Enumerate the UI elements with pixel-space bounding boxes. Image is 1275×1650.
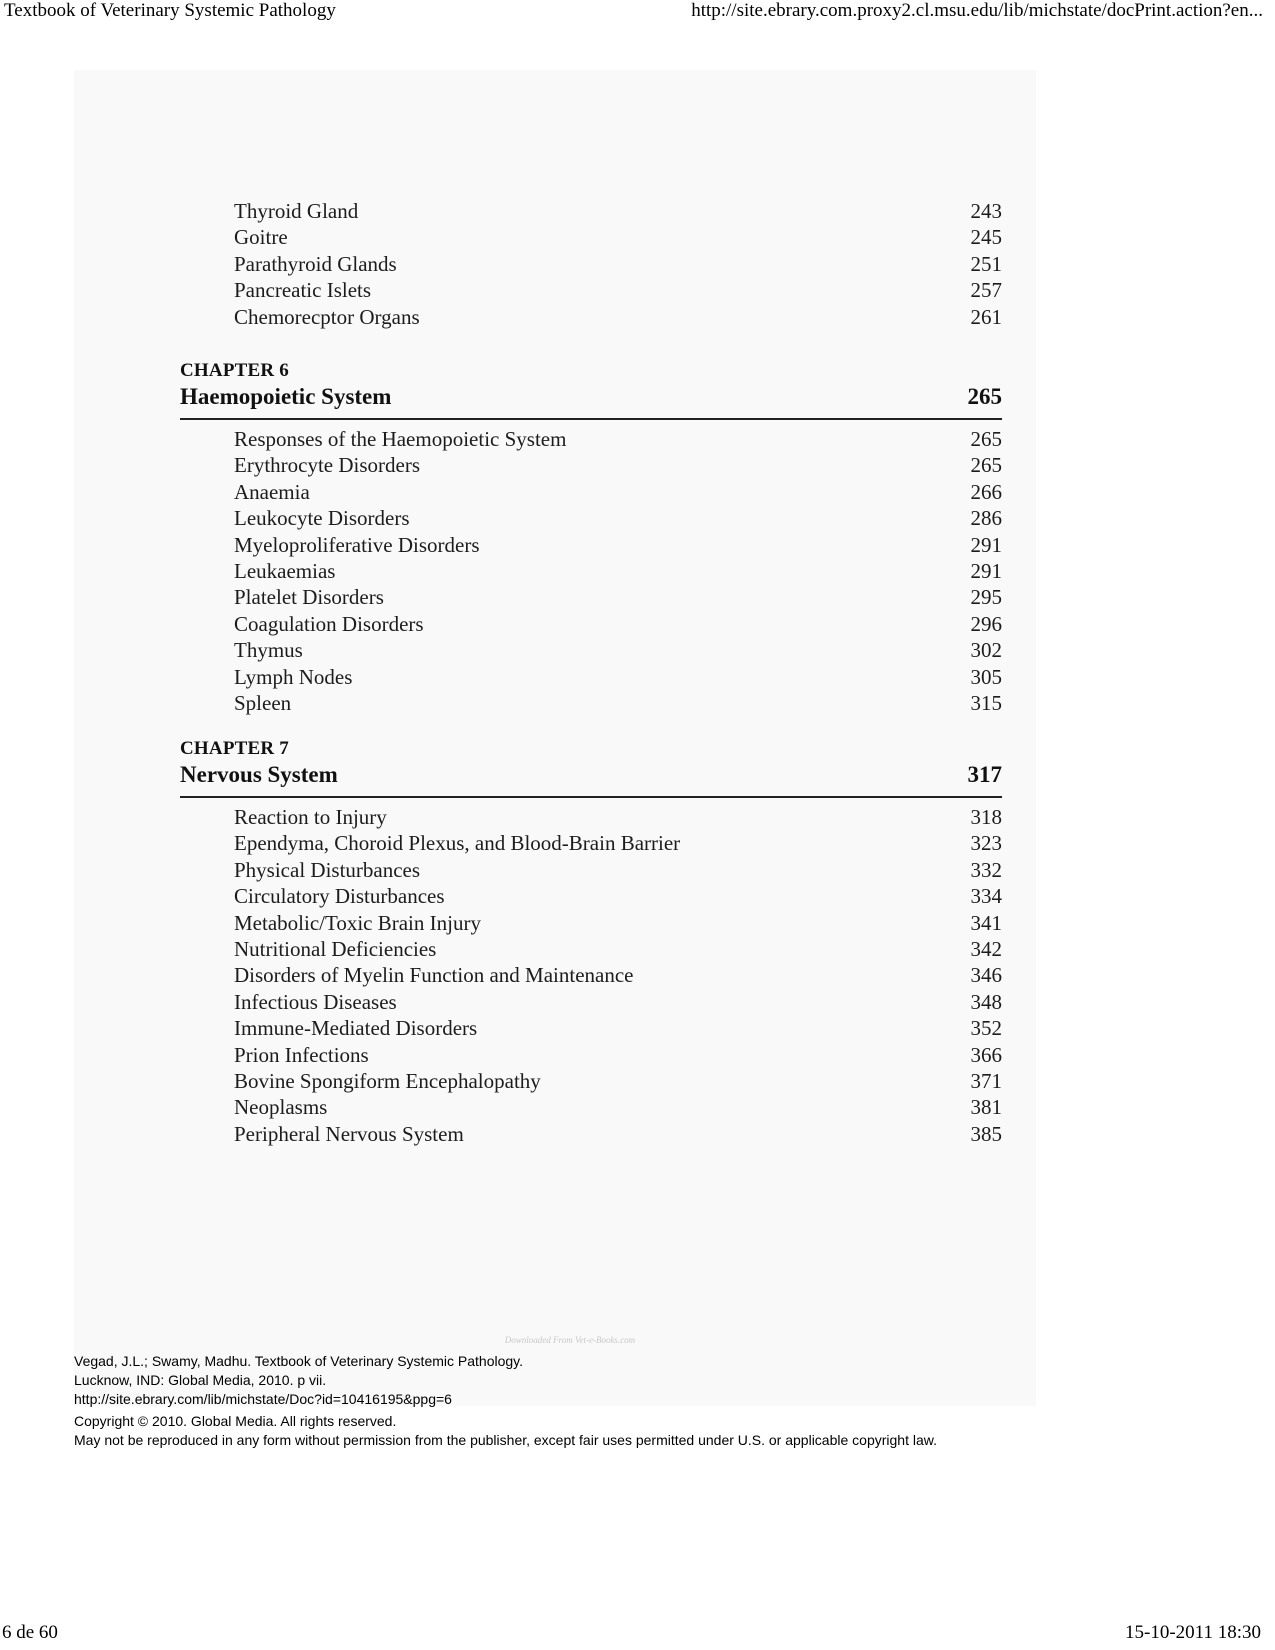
toc-entry-title: Circulatory Disturbances <box>234 884 445 909</box>
toc-chapter-7-section <box>180 804 1002 1147</box>
toc-entry <box>180 198 1002 224</box>
toc-entry <box>180 532 1002 558</box>
toc-entry-title: Pancreatic Islets <box>234 278 372 303</box>
toc-entry-title: Thyroid Gland <box>234 199 359 223</box>
document-title: Textbook of Veterinary Systemic Pathology <box>4 0 336 21</box>
print-header <box>0 0 1275 26</box>
chapter-title: Haemopoietic System <box>180 384 392 409</box>
toc-entry <box>180 857 1002 883</box>
toc-entry-page: 352 <box>970 1016 1002 1041</box>
toc-entry <box>180 883 1002 909</box>
toc-entry-page: 371 <box>970 1068 1002 1093</box>
toc-entry <box>180 251 1002 277</box>
toc-entry-page: 302 <box>970 638 1002 663</box>
page-counter: 6 de 60 <box>2 1622 58 1643</box>
toc-list <box>180 426 1002 716</box>
toc-entry-page: 318 <box>970 805 1002 829</box>
toc-entry-page: 332 <box>970 857 1002 882</box>
toc-entry-page: 291 <box>970 558 1002 583</box>
toc-entry <box>180 584 1002 610</box>
toc-entry-page: 286 <box>970 506 1002 531</box>
toc-entry-title: Disorders of Myelin Function and Maintenance <box>234 963 634 988</box>
toc-list <box>180 804 1002 1147</box>
toc-entry-page: 323 <box>970 831 1002 856</box>
toc-entry-title: Peripheral Nervous System <box>234 1121 464 1146</box>
toc-entry <box>180 664 1002 690</box>
toc-entry-title: Bovine Spongiform Encephalopathy <box>234 1068 541 1093</box>
chapter-label: CHAPTER 6 <box>180 360 289 381</box>
toc-entry-title: Parathyroid Glands <box>234 251 397 276</box>
toc-entry-page: 291 <box>970 532 1002 557</box>
toc-entry-title: Immune-Mediated Disorders <box>234 1016 478 1041</box>
toc-entry <box>180 304 1002 330</box>
toc-entry <box>180 1068 1002 1094</box>
toc-entry <box>180 910 1002 936</box>
toc-entry-page: 245 <box>970 225 1002 250</box>
toc-entry-page: 334 <box>970 884 1002 909</box>
citation-authors: Vegad, J.L.; Swamy, Madhu. Textbook of Veterinary Systemic Pathology. <box>74 1353 524 1369</box>
chapter-heading <box>180 760 1002 798</box>
toc-entry-title: Nutritional Deficiencies <box>234 936 437 961</box>
toc-entry-page: 342 <box>970 936 1002 961</box>
toc-entry-title: Responses of the Haemopoietic System <box>234 427 567 451</box>
toc-entry-title: Chemorecptor Organs <box>234 304 420 329</box>
toc-entry-title: Myeloproliferative Disorders <box>234 532 480 557</box>
toc-entry-title: Leukaemias <box>234 558 336 583</box>
toc-preceding-section <box>180 198 1002 330</box>
toc-entry-page: 257 <box>970 278 1002 303</box>
toc-entry-page: 266 <box>970 479 1002 504</box>
toc-entry-title: Leukocyte Disorders <box>234 506 410 531</box>
toc-entry <box>180 637 1002 663</box>
toc-entry-title: Ependyma, Choroid Plexus, and Blood-Brain Barrier <box>234 831 681 856</box>
toc-entry-page: 366 <box>970 1042 1002 1067</box>
toc-entry-page: 305 <box>970 664 1002 689</box>
toc-entry-title: Lymph Nodes <box>234 664 353 689</box>
toc-entry <box>180 505 1002 531</box>
toc-entry <box>180 277 1002 303</box>
toc-entry-page: 348 <box>970 989 1002 1014</box>
toc-entry-title: Goitre <box>234 225 288 250</box>
citation-link[interactable]: http://site.ebrary.com/lib/michstate/Doc?id=10416195&ppg=6 <box>74 1391 452 1407</box>
watermark: Downloaded From Vet-e-Books.com <box>504 1335 636 1345</box>
toc-entry-page: 385 <box>970 1121 1002 1146</box>
toc-entry <box>180 611 1002 637</box>
toc-entry <box>180 1094 1002 1120</box>
citation-block <box>74 1352 1224 1450</box>
toc-entry <box>180 224 1002 250</box>
toc-entry-title: Metabolic/Toxic Brain Injury <box>234 910 481 935</box>
usage-notice: May not be reproduced in any form without permission from the publisher, except fair uses permitted under U.S. or applicable copyright law. <box>74 1432 937 1448</box>
toc-entry <box>180 804 1002 830</box>
source-url: http://site.ebrary.com.proxy2.cl.msu.edu/lib/michstate/docPrint.action?en... <box>691 0 1263 21</box>
toc-list <box>180 198 1002 330</box>
toc-entry-title: Coagulation Disorders <box>234 611 424 636</box>
toc-entry-page: 251 <box>970 251 1002 276</box>
toc-entry <box>180 830 1002 856</box>
chapter-page: 265 <box>967 384 1002 409</box>
toc-entry <box>180 690 1002 716</box>
toc-entry-title: Erythrocyte Disorders <box>234 453 421 478</box>
chapter-label: CHAPTER 7 <box>180 738 289 759</box>
toc-entry-title: Prion Infections <box>234 1042 369 1067</box>
toc-entry-page: 296 <box>970 611 1002 636</box>
copyright-notice: Copyright © 2010. Global Media. All rights reserved. <box>74 1413 397 1429</box>
toc-entry <box>180 989 1002 1015</box>
toc-entry-page: 341 <box>970 910 1002 935</box>
toc-entry-page: 381 <box>970 1095 1002 1120</box>
citation-publisher: Lucknow, IND: Global Media, 2010. p vii. <box>74 1372 327 1388</box>
toc-entry-page: 346 <box>970 963 1002 988</box>
print-timestamp: 15-10-2011 18:30 <box>1125 1622 1261 1643</box>
toc-entry-title: Anaemia <box>234 479 310 504</box>
chapter-heading <box>180 382 1002 420</box>
toc-entry <box>180 558 1002 584</box>
toc-entry-page: 265 <box>970 453 1002 478</box>
toc-entry-title: Reaction to Injury <box>234 805 387 829</box>
toc-entry-page: 261 <box>970 304 1002 329</box>
toc-entry-title: Neoplasms <box>234 1095 328 1120</box>
toc-chapter-6-section <box>180 426 1002 716</box>
toc-entry-title: Physical Disturbances <box>234 857 421 882</box>
toc-entry-page: 265 <box>970 427 1002 451</box>
toc-entry-page: 243 <box>970 199 1002 223</box>
toc-entry-page: 295 <box>970 585 1002 610</box>
toc-entry-title: Platelet Disorders <box>234 585 384 610</box>
toc-entry-title: Spleen <box>234 690 292 715</box>
scanned-page <box>74 70 1036 1406</box>
chapter-page: 317 <box>967 762 1002 787</box>
toc-entry-title: Infectious Diseases <box>234 989 397 1014</box>
toc-entry <box>180 936 1002 962</box>
toc-entry <box>180 962 1002 988</box>
toc-entry-page: 315 <box>970 690 1002 715</box>
toc-entry <box>180 479 1002 505</box>
chapter-title: Nervous System <box>180 762 338 787</box>
toc-entry-title: Thymus <box>234 638 303 663</box>
toc-entry <box>180 452 1002 478</box>
toc-entry <box>180 1015 1002 1041</box>
toc-entry <box>180 426 1002 452</box>
toc-entry <box>180 1121 1002 1147</box>
print-footer <box>0 1622 1275 1646</box>
toc-entry <box>180 1042 1002 1068</box>
